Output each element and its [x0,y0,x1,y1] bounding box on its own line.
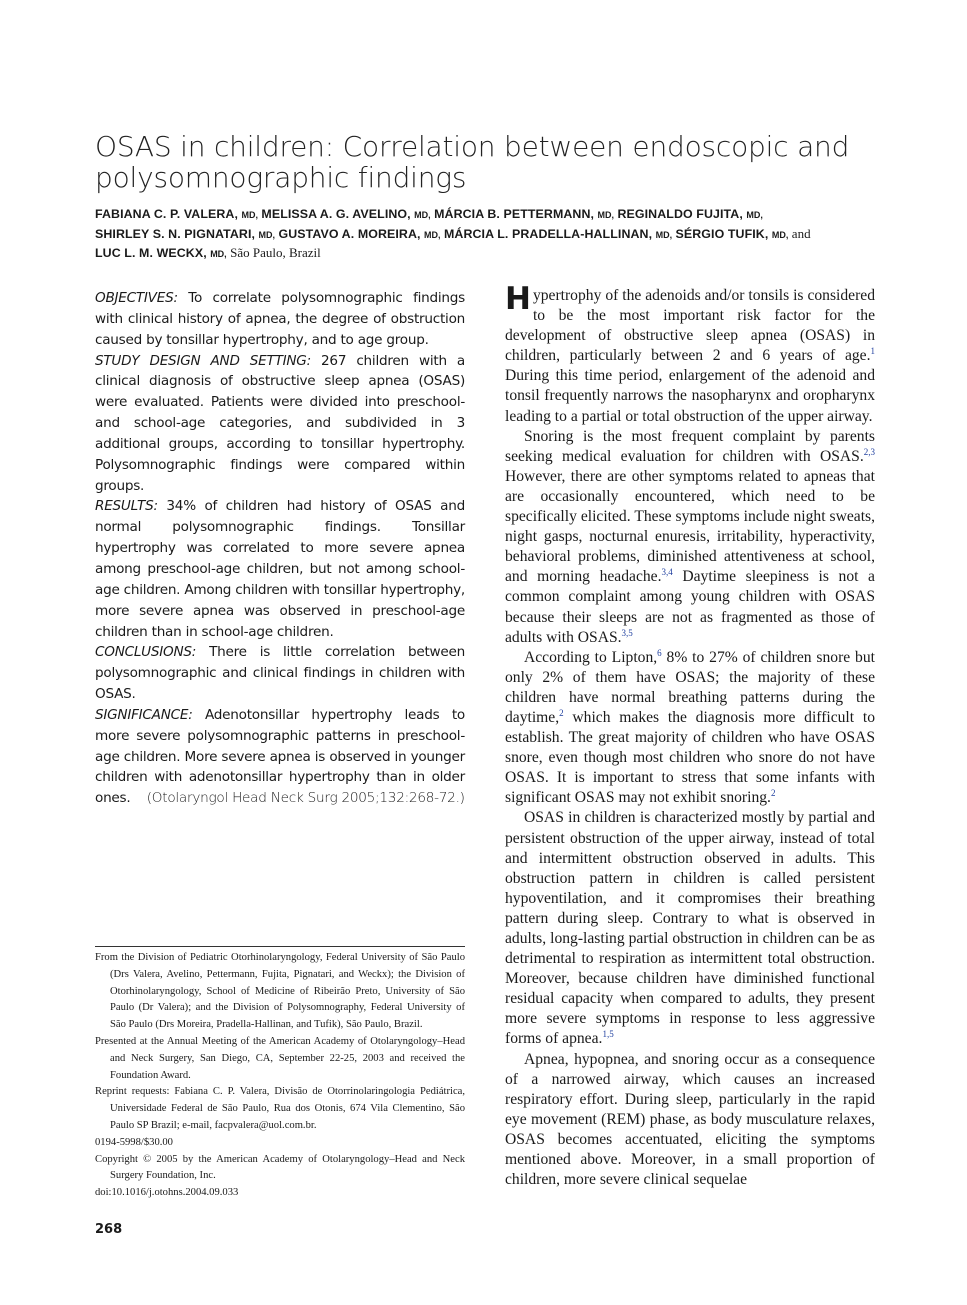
author-list [95,205,875,264]
body-paragraph [505,1050,875,1191]
author-degree: MD, [241,210,258,220]
footnote-presented: Presented at the Annual Meeting of the American Academy of Otolaryngology–Head and Neck Surgery, San Diego, CA, September 22-25, 2003 and received the Foundation Award. [95,1035,465,1081]
body-paragraph [505,808,875,1049]
reference-link[interactable]: 2,3 [863,446,875,457]
author-name: REGINALDO FUJITA, [617,207,743,221]
paragraph-text: However, there are other symptoms related to apneas that are occasionally encountered, which need to be specifically elicited. These symptoms include night sweats, night gasps, nocturnal enuresis, irritability, hyperactivity, behavioral problems, diminished attentiveness at school, and morning headache. [505,467,875,586]
abstract-text: There is little correlation between polysomnographic and clinical findings in children with OSAS. [95,644,466,703]
author-name: SHIRLEY S. N. PIGNATARI, [95,226,256,241]
reference-link[interactable]: 2 [559,707,564,718]
author-line-2 [95,225,875,245]
abstract-label: CONCLUSIONS: [95,644,197,661]
author-line-3 [95,244,875,264]
author-degree: MD, [414,210,431,220]
reference-link[interactable]: 6 [657,647,662,658]
body-text [505,281,875,1190]
author-name: GUSTAVO A. MOREIRA, [278,226,421,241]
author-name: MELISSA A. G. AVELINO, [261,207,411,221]
footnote-affiliation: From the Division of Pediatric Otorhinolaryngology, Federal University of São Paulo (Drs Valera, Avelino, Pettermann, Fujita, Pignatari, and Weckx); the Division of Otorhinolaryngology, School of Medicine of Ribeirão Preto, University of São Paulo (Dr Valera); and the Division of Polysomnography, Federal University of São Paulo (Drs Moreira, Pradella-Hallinan, and Tufik), São Paulo, Brazil. [95,952,465,1031]
paragraph-text: According to Lipton, [524,648,658,666]
reference-link[interactable]: 3,4 [661,567,673,578]
paragraph-text: Daytime sleepiness is not a common complaint among young children with OSAS because their sleeps are not as fragmented as those of adults with OSAS. [505,568,875,646]
author-degree: MD, [597,210,615,220]
abstract-significance [95,705,465,809]
author-location: São Paulo, Brazil [230,245,321,260]
author-degree: MD, [258,229,276,240]
reference-link[interactable]: 3,5 [621,627,633,638]
abstract [95,288,465,809]
author-name: MÁRCIA L. PRADELLA-HALLINAN, [443,226,653,241]
abstract-text: 267 children with a clinical diagnosis of obstructive sleep apnea (OSAS) were evaluated. Patients were divided into preschool- and school-age categories, and subdivided in 3 additional groups, according to tonsillar hypertrophy. Polysomnographic findings were compared within groups. [95,352,465,494]
article-title: OSAS in children: Correlation between endoscopic and polysomnographic findings [95,130,850,194]
body-paragraph [505,281,875,427]
author-degree: MD, [210,249,227,259]
author-name: FABIANA C. P. VALERA, [95,207,238,221]
paragraph-text: which makes the diagnosis more difficult to establish. The great majority of children who have OSAS snore, even though most children who snore do not have OSAS. It is important to stress that some infants with significant OSAS may not exhibit snoring. [505,708,875,807]
drop-cap: H [505,281,531,317]
abstract-label: SIGNIFICANCE: [95,706,193,723]
footnote-doi: doi:10.1016/j.otohns.2004.09.033 [95,1187,239,1199]
abstract-label: STUDY DESIGN AND SETTING: [95,352,311,369]
author-name: LUC L. M. WECKX, [95,246,207,260]
author-name: MÁRCIA B. PETTERMANN, [434,207,595,221]
author-degree: MD, [424,229,441,240]
footnote-copyright: Copyright © 2005 by the American Academy of Otolaryngology–Head and Neck Surgery Foundation, Inc. [95,1153,465,1182]
abstract-label: OBJECTIVES: [95,290,178,306]
author-degree: MD, [771,229,789,240]
author-name: SÉRGIO TUFIK, [675,226,769,241]
and-word: and [791,225,811,241]
abstract-objectives [95,288,465,351]
abstract-results [95,496,465,642]
abstract-label: RESULTS: [95,498,158,515]
reference-link[interactable]: 2 [770,788,776,799]
paragraph-text: Apnea, hypopnea, and snoring occur as a consequence of a narrowed airway, which causes an increased respiratory effort. During sleep, particularly in the rapid eye movement (REM) phase, as body musculature relaxes, OSAS becomes accentuated, eliciting the symptoms mentioned above. Moreover, in a small proportion of children, more severe clinical sequelae [505,1050,875,1189]
paragraph-text: During this time period, enlargement of the adenoid and tonsil frequently narrows the nasopharynx and oropharynx leading to a partial or total obstruction of the upper airway. [505,367,875,425]
abstract-text: Adenotonsillar hypertrophy leads to more severe polysomnographic patterns in preschool-age children. More severe apnea is observed in younger children with adenotonsillar hypertrophy than in older ones. [95,706,465,807]
author-degree: MD, [655,229,673,240]
footnotes [95,946,465,1202]
reference-link[interactable]: 1,5 [602,1029,614,1040]
reference-link[interactable]: 1 [870,346,875,357]
abstract-design [95,351,465,497]
abstract-conclusions [95,642,465,705]
abstract-text: To correlate polysomnographic findings with clinical history of apnea, the degree of obstruction caused by tonsillar hypertrophy, and to age group. [95,290,465,348]
page-number: 268 [95,1222,123,1237]
paragraph-text: OSAS in children is characterized mostly by partial and persistent obstruction of the upper airway, instead of total and intermittent obstruction observed in adults. This obstruction pattern in children is called persistent hypoventilation, and it compromises their breathing pattern during sleep. Contrary to what is observed in adults, long-lasting partial obstruction in children can be as detrimental to respiration as intermittent total obstruction. Moreover, because children have diminished functional residual capacity when compared to adults, they present more severe symptoms in response to less aggressive forms of apnea. [505,809,875,1048]
paragraph-text: ypertrophy of the adenoids and/or tonsils is considered to be the most important risk factor for the development of obstructive sleep apnea (OSAS) in children, particularly between 2 and 6 years of age. [505,287,875,365]
body-paragraph [505,648,875,809]
author-degree: MD, [746,210,763,220]
body-paragraph [505,427,875,648]
author-line-1 [95,205,875,225]
journal-citation: (Otolaryngol Head Neck Surg 2005;132:268-72.) [146,790,465,807]
footnote-reprint: Reprint requests: Fabiana C. P. Valera, Divisão de Otorrinolaringologia Pediátrica, Universidade Federal de São Paulo, Rua dos Otonis, 674 Vila Clementino, São Paulo SP Brazil; e-mail, facpvalera@uol.com.br. [95,1086,465,1131]
paragraph-text: 8% to 27% of children snore but only 2% of them have OSAS; the majority of these children have normal breathing patterns during the daytime, [505,648,875,726]
paragraph-text: Snoring is the most frequent complaint by parents seeking medical evaluation for children with OSAS. [505,427,875,465]
footnote-issn: 0194-5998/$30.00 [95,1136,173,1148]
abstract-text: 34% of children had history of OSAS and normal polysomnographic findings. Tonsillar hypertrophy was correlated to more severe apnea among preschool-age children, but not among school-age children. Among children with tonsillar hypertrophy, more severe apnea was observed in preschool-age children than in school-age children. [95,498,465,640]
